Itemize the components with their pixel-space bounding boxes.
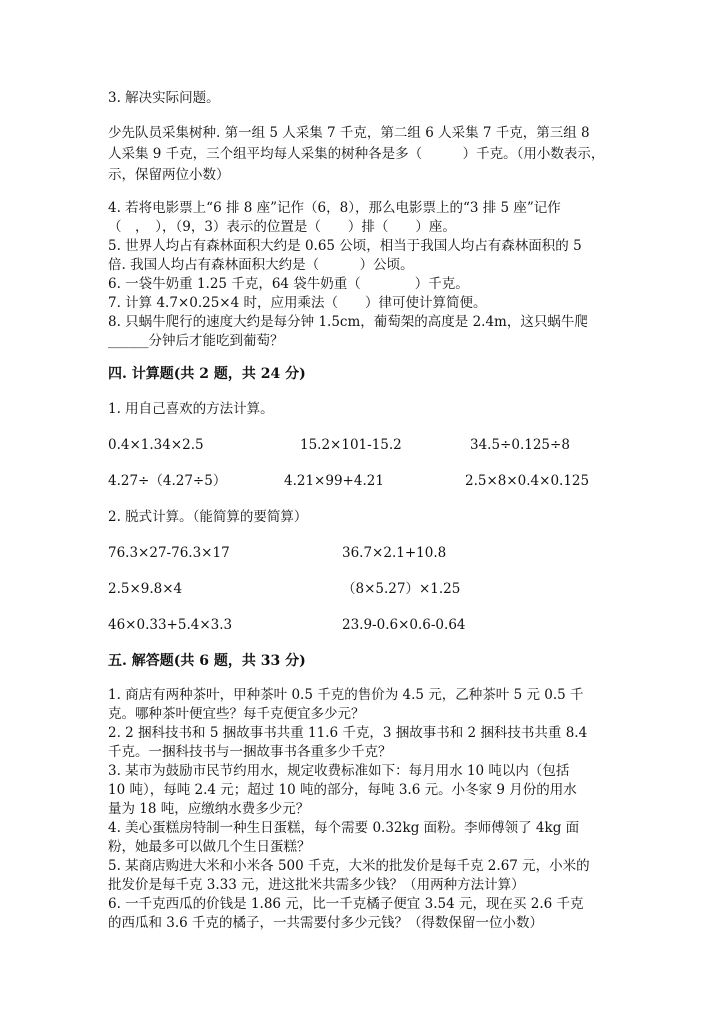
fill-item-line: 8. 只蜗牛爬行的速度大约是每分钟 1.5cm，葡萄架的高度是 2.4m，这只蜗牛爬 [108,314,588,330]
calc-expression: 2.5×8×0.4×0.125 [465,473,590,489]
calc-expression: 0.4×1.34×2.5 [108,437,204,453]
fill-item-line: 5. 世界人均占有森林面积大约是 0.65 公顷，相当于我国人均占有森林面积的 5 [108,238,582,254]
problem-line: 粉，她最多可以做几个生日蛋糕？ [108,839,311,855]
problem-line: 10 吨），每吨 2.4 元；超过 10 吨的部分，每吨 3.6 元。小冬家 9 月份的用水 [108,782,577,798]
problem-line: 3. 某市为鼓励市民节约用水，规定收费标准如下：每月用水 10 吨以内（包括 [108,763,570,779]
calc-expression: 36.7×2.1+10.8 [342,545,447,561]
problem-line: 的西瓜和 3.6 千克的橘子，一共需要付多少元钱？（得数保留一位小数） [108,915,544,931]
problem-line: 6. 一千克西瓜的价钱是 1.86 元，比一千克橘子便宜 3.54 元，现在买 2.6 千克 [108,896,584,912]
problem-line: 2. 2 捆科技书和 5 捆故事书共重 11.6 千克，3 捆故事书和 2 捆科技书共重 8.4 [108,725,588,741]
fill-item-line: 7. 计算 4.7×0.25×4 时，应用乘法（ ）律可使计算简便。 [108,295,487,311]
calc-expression: 4.27÷（4.27÷5） [108,473,227,489]
calc-expression: 15.2×101-15.2 [300,437,402,453]
problem-line: 量为 18 吨，应缴纳水费多少元？ [108,801,310,817]
calc-expression: 23.9-0.6×0.6-0.64 [342,617,466,633]
calc-expression: 34.5÷0.125÷8 [470,437,570,453]
calc-expression: 4.21×99+4.21 [284,473,384,489]
calc-expression: 46×0.33+5.4×3.3 [108,617,233,633]
section-4-q1: 1. 用自己喜欢的方法计算。 [108,401,274,417]
problem-line: 5. 某商店购进大米和小米各 500 千克，大米的批发价是每千克 2.67 元，小米的 [108,858,590,874]
fill-item-line: 6. 一袋牛奶重 1.25 千克，64 袋牛奶重（ ）千克。 [108,276,469,292]
calc-expression: 76.3×27-76.3×17 [108,545,230,561]
problem-line: 1. 商店有两种茶叶，甲种茶叶 0.5 千克的售价为 4.5 元，乙种茶叶 5 元 0.5 千 [108,687,584,703]
item-3-line-1: 少先队员采集树种. 第一组 5 人采集 7 千克，第二组 6 人采集 7 千克，第三组 8 [108,125,590,141]
section-4-heading: 四. 计算题(共 2 题，共 24 分) [108,366,306,382]
problem-line: 千克。一捆科技书与一捆故事书各重多少千克？ [108,744,392,760]
item-3-line-2: 人采集 9 千克，三个组平均每人采集的树种各是多（ ）千克。（用小数表示， [108,146,605,162]
fill-item-line: 4. 若将电影票上“6 排 8 座”记作（6，8），那么电影票上的“3 排 5 座”记作 [108,200,561,216]
problem-line: 克。哪种茶叶便宜些？每千克便宜多少元？ [108,706,365,722]
section-4-q2: 2. 脱式计算。（能简算的要简算） [108,509,308,525]
calc-expression: 2.5×9.8×4 [108,581,183,597]
section-5-heading: 五. 解答题(共 6 题，共 33 分) [108,653,306,669]
item-3-line-3: 示，保留两位小数） [108,167,230,183]
problem-line: 4. 美心蛋糕房特制一种生日蛋糕，每个需要 0.32kg 面粉。李师傅领了 4kg 面 [108,820,580,836]
problem-line: 批发价是每千克 3.33 元，进这批米共需多少钱？（用两种方法计算） [108,877,525,893]
item-3-title: 3. 解决实际问题。 [108,90,220,106]
fill-item-line: 倍. 我国人均占有森林面积大约是（ ）公顷。 [108,257,414,273]
fill-item-line: （ ， ），（9，3）表示的位置是（ ）排（ ）座。 [108,219,456,235]
fill-item-line: ______分钟后才能吃到葡萄？ [108,333,284,349]
calc-expression: （8×5.27）×1.25 [342,581,461,597]
